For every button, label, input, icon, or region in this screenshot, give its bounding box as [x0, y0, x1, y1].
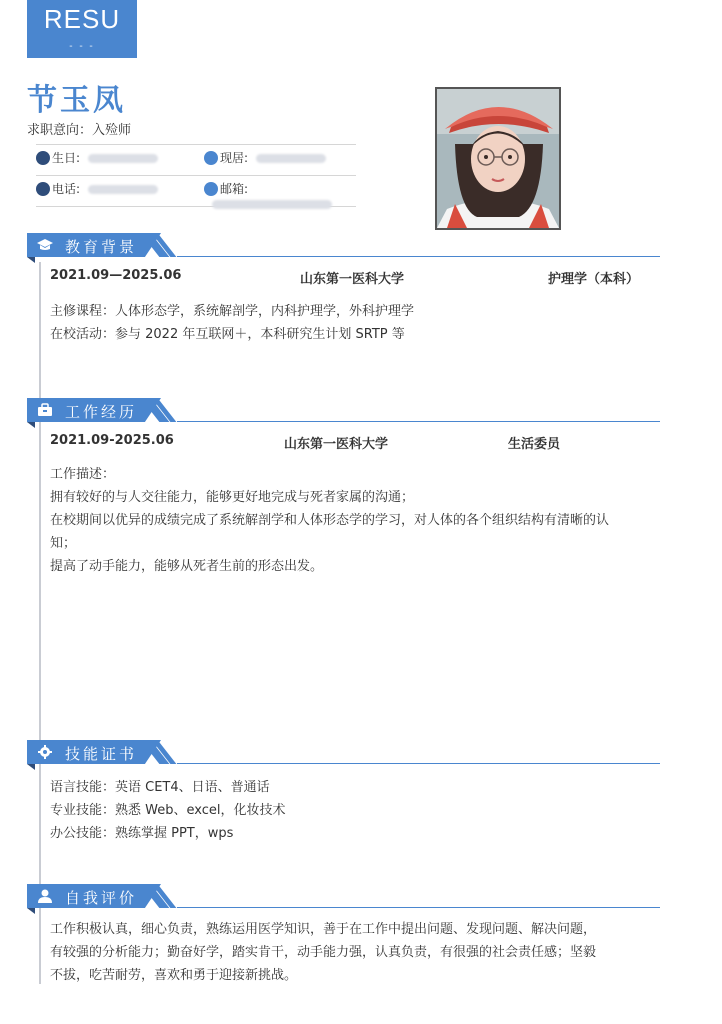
mail-icon [204, 182, 218, 196]
section-rule [177, 763, 660, 764]
person-icon [37, 889, 53, 903]
section-rule [177, 421, 660, 422]
work-details [50, 463, 670, 578]
info-row [36, 175, 356, 207]
birthday-icon [36, 151, 50, 165]
job-intention [27, 119, 131, 138]
portrait-illustration [437, 89, 559, 228]
birth-field [36, 149, 158, 166]
work-line: 提高了动手能力，能够从死者生前的形态出发。 [50, 559, 324, 574]
home-icon [204, 151, 218, 165]
badge-text: RESU [43, 4, 121, 34]
section-title: 工作经历 [65, 403, 138, 421]
section-corner [27, 764, 35, 770]
gear-icon [37, 745, 53, 759]
section-corner [27, 908, 35, 914]
section-rule [177, 256, 660, 257]
education-line: 在校活动：参与 2022 年互联网＋，本科研究生计划 SRTP 等 [50, 327, 405, 342]
job-intention-value: 入殓师 [92, 123, 132, 138]
info-row [36, 144, 356, 175]
timeline-line [39, 262, 41, 984]
work-line: 工作描述： [50, 467, 116, 482]
section-title: 教育背景 [65, 238, 138, 256]
self-evaluation [50, 918, 670, 987]
work-period: 2021.09-2025.06 [50, 433, 174, 448]
work-org: 山东第一医科大学 [284, 437, 389, 452]
birth-label: 生日: [52, 151, 81, 165]
email-value-redacted [212, 200, 332, 209]
phone-field [36, 180, 158, 197]
self-line: 有较强的分析能力；勤奋好学，踏实肯干，动手能力强，认真负责，有很强的社会责任感；坚毅 [50, 945, 597, 960]
work-role: 生活委员 [508, 437, 561, 452]
section-header-work [27, 398, 660, 426]
phone-icon [36, 182, 50, 196]
skills-details [50, 776, 670, 845]
work-line: 在校期间以优异的成绩完成了系统解剖学和人体形态学的学习，对人体的各个组织结构有清晰的认 [50, 513, 610, 528]
self-line: 工作积极认真，细心负责，熟练运用医学知识，善于在工作中提出问题、发现问题、解决问题， [50, 922, 597, 937]
section-title: 自我评价 [65, 889, 138, 907]
skill-line: 专业技能：熟悉 Web、excel，化妆技术 [50, 803, 286, 818]
residence-value-redacted [256, 154, 326, 163]
birth-value-redacted [88, 154, 158, 163]
section-rule [177, 907, 660, 908]
phone-value-redacted [88, 185, 158, 194]
personal-info [36, 144, 356, 207]
residence-label: 现居: [220, 151, 249, 165]
skill-line: 语言技能：英语 CET4、日语、普通话 [50, 780, 270, 795]
skill-line: 办公技能：熟练掌握 PPT，wps [50, 826, 234, 841]
education-school: 山东第一医科大学 [300, 272, 405, 287]
section-header-skills [27, 740, 660, 768]
education-details [50, 300, 670, 346]
section-title: 技能证书 [65, 745, 138, 763]
profile-photo [435, 87, 561, 230]
section-header-self [27, 884, 660, 912]
education-period: 2021.09—2025.06 [50, 268, 182, 283]
work-line: 拥有较好的与人交往能力，能够更好地完成与死者家属的沟通； [50, 490, 415, 505]
education-line: 主修课程：人体形态学，系统解剖学，内科护理学，外科护理学 [50, 304, 415, 319]
graduation-cap-icon [37, 238, 53, 252]
education-major: 护理学（本科） [548, 272, 640, 287]
section-header-education [27, 233, 660, 261]
email-label: 邮箱: [220, 182, 249, 196]
self-line: 不拔，吃苦耐劳，喜欢和勇于迎接新挑战。 [50, 968, 298, 983]
job-intention-label: 求职意向： [27, 123, 93, 138]
badge-subtext: - - - [69, 41, 95, 52]
candidate-name: 节玉凤 [27, 83, 126, 118]
work-line: 知； [50, 536, 77, 551]
resume-badge [27, 0, 137, 58]
email-field [204, 180, 356, 211]
briefcase-icon [37, 403, 53, 417]
section-corner [27, 422, 35, 428]
residence-field [204, 149, 326, 166]
section-corner [27, 257, 35, 263]
phone-label: 电话: [52, 182, 81, 196]
